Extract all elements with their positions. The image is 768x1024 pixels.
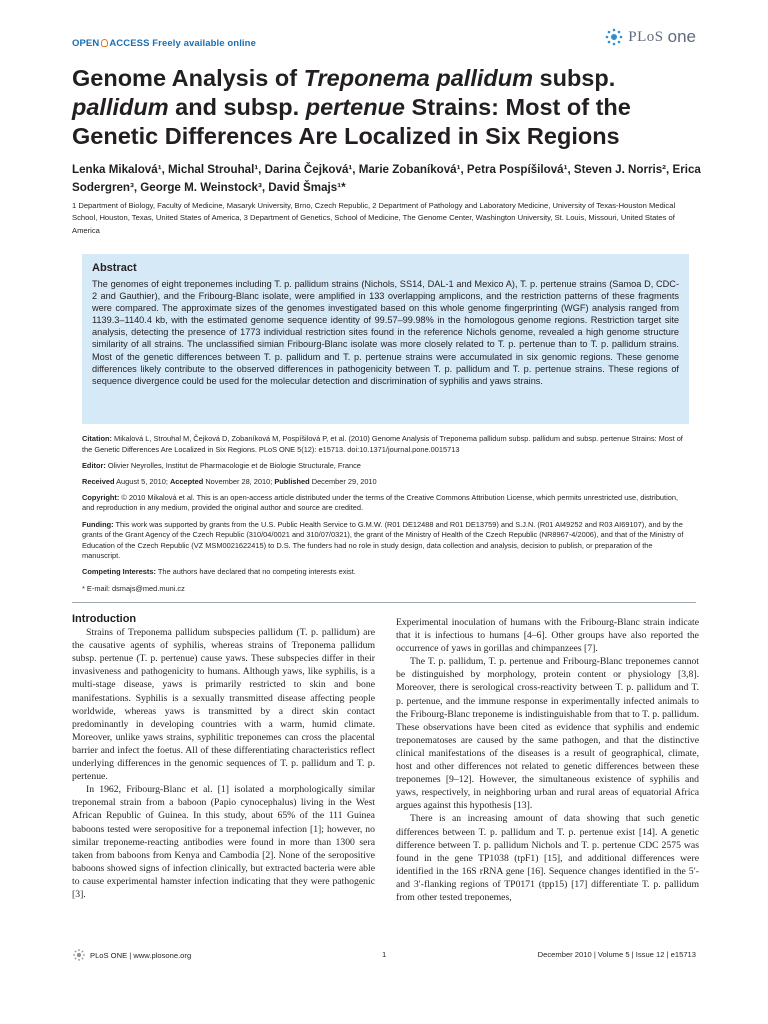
introduction-heading: Introduction [72,613,137,625]
freely-available-label: Freely available online [152,38,256,49]
body-paragraph: There is an increasing amount of data showing that such genetic differences between T. p. pallidum and T. p. pertenue exist [14]. A genetic difference between T. p. pallidum Nichols and T. p. pertenue CDC 2575 was found in the gene TP1038 (tpF1) [15], and additional differences were identified in the 16S rRNA gene [16]. Sequence changes identified in the 5′- and 3′-flanking regions of TP0171 (tpp15) [17] differentiate T. p. pallidum from other tested treponemes, [396,813,699,903]
author-list: Lenka Mikalová¹, Michal Strouhal¹, Darina Čejková¹, Marie Zobaníková¹, Petra Pospíšilová¹, Steven J. Norris², Erica Sodergren³, George M. Weinstock³, David Šmajs¹* [72,163,701,194]
section-divider [72,602,696,603]
competing-interests-line: Competing Interests: The authors have declared that no competing interests exist. [82,567,356,577]
body-paragraph: In 1962, Fribourg-Blanc et al. [1] isolated a morphologically similar treponemal strain from a baboon (Papio cynocephalus) living in the West African Republic of Guinea. In this study, about 65% of the 111 Guinea baboons tested were seropositive for a treponemal infection [1]; however, no similar treponeme-reacting antibodies were found in more than 1300 sera taken from baboons from Kenya and Cambodia [2]. None of the seropositive baboons showed signs of infection clinically, but extracted bacteria were able to cause experimental hamster infection indicating that they were pathogenic [3]. [72,784,375,900]
plos-wordmark: PLoS [628,28,664,45]
abstract-text: The genomes of eight treponemes including T. p. pallidum strains (Nichols, SS14, DAL-1 and Mexico A), T. p. pertenue strains (Samoa D, CDC-2 and Gauthier), and the Fribourg-Blanc isolate, were amplified in 133 overlapping amplicons, and the restriction patterns of these fragments were compared. The approximate sizes of the genomes investigated based on this whole genome fingerprinting (WGF) analysis ranged from 1139.3–1140.4 kb, with the estimated genome sequence identity of 99.57–99.98% in the homologous genome regions. Restriction target site analysis, detecting the presence of 1773 individual restriction sites found in the reference Nichols genome, revealed a high genome structure similarity of all strains. The unclassified simian Fribourg-Blanc isolate was more closely related to T. p. pertenue than to T. p. pallidum strains. Most of the genetic differences between T. p. pallidum and T. p. pertenue strains were accumulated in six genomic regions. These genome differences likely contribute to the observed differences in pathogenicity between T. p. pallidum and T. p. pertenue strains. These regions of sequence divergence could be used for the molecular detection and discrimination of syphilis and yaws strains. [92,279,679,386]
footer-journal-link[interactable]: PLoS ONE | www.plosone.org [90,950,192,960]
abstract-heading: Abstract [92,262,137,274]
open-access-lock-icon [101,39,108,47]
one-wordmark: one [667,27,696,46]
funding-line: Funding: This work was supported by grants from the U.S. Public Health Service to G.M.W. (R01 DE12488 and R01 DE13759) and S.J.N. (R01 AI49252 and R03 AI69107), and by the grants of the Grant Agency of the Czech Republic (310/04/0021 and 310/07/0321), the grant of the Ministry of Health of the Czech Republic (NR8967-4/2006), and that of the Ministry of Education of the Czech Republic (VZ MSM0021622415) to D.S. The funders had no role in study design, data collection and analysis, decision to publish, or preparation of the manuscript. [82,519,684,561]
open-access-banner [72,38,256,49]
editor-line: Editor: Olivier Neyrolles, Institut de Pharmacologie et de Biologie Structurale, France [82,460,361,470]
dates-line: Received August 5, 2010; Accepted November 28, 2010; Published December 29, 2010 [82,476,377,486]
page-footer [72,944,696,964]
body-column-left [72,613,375,901]
body-column-right [396,616,699,904]
affiliations: 1 Department of Biology, Faculty of Medicine, Masaryk University, Brno, Czech Republic, 2 Department of Pathology and Laboratory Medicine, University of Texas-Houston Medical School, Houston, Texas, United States of America, 3 Department of Genetics, School of Medicine, The Genome Center, Washington University, St. Louis, Missouri, United States of America [72,201,676,235]
footer-journal [72,948,191,962]
email-line[interactable]: * E-mail: dsmajs@med.muni.cz [82,583,185,593]
plos-logo-icon [604,27,624,47]
citation-line: Citation: Mikalová L, Strouhal M, Čejková D, Zobaníková M, Pospíšilová P, et al. (2010) Genome Analysis of Treponema pallidum subsp. pallidum and subsp. pertenue Strains: Most of the Genetic Differences Are Localized in Six Regions. PLoS ONE 5(12): e15713. doi:10.1371/journal.pone.0015713 [82,434,683,454]
footer-issue-info: December 2010 | Volume 5 | Issue 12 | e15713 [537,950,696,959]
article-metadata [82,434,689,600]
page-number: 1 [382,950,387,959]
body-paragraph: Strains of Treponema pallidum subspecies pallidum (T. p. pallidum) are the causative agents of syphilis, whereas strains of Treponema pallidum subsp. pertenue (T. p. pertenue) cause yaws. These subspecies differ in their invasiveness and pathogenicity to humans. Although yaws, like syphilis, is a multi-stage disease, yaws is primarily restricted to skin and bone manifestations. Syphilis is a sexually transmitted disease affecting people worldwide, whereas yaws is transmitted by a direct skin contact predominantly in developing countries with a warm, humid climate. Moreover, unlike yaws strains, syphilitic treponemes can cross the placental barrier and infect the foetus. All of these differentiating characteristics reflect underlying differences in the genomic sequences of T. p. pallidum and T. p. pertenue. [72,627,375,783]
article-title: Genome Analysis of Treponema pallidum subsp. pallidum and subsp. pertenue Strains: Most of the Genetic Differences Are Localized in Six Regions [72,65,631,149]
journal-header [72,27,696,58]
body-paragraph: The T. p. pallidum, T. p. pertenue and Fribourg-Blanc treponemes cannot be distinguished by morphology, protein content or physiology [3,8]. Moreover, there is serological cross-reactivity between T. p. pallidum and T. p. pertenue, and the immune response in experimentally infected animals to the Fribourg-Blanc treponeme is indistinguishable from that to T. p. pallidum. These observations have been cited as evidence that syphilis and endemic treponematoses are caused by the same pathogen, and that the distinctive clinical manifestations of the diseases is a result of geographical, climate, host and other differences not related to genetic differences between these treponemes [9–12]. However, the simultaneous existence of syphilis and yaws, respectively, in neighboring urban and rural areas of equatorial Africa argues against this hypothesis [13]. [396,656,699,812]
plos-one-logo [604,26,696,48]
open-label: OPEN [72,38,100,49]
abstract-box [82,254,689,424]
plos-logo-icon [72,948,86,962]
body-paragraph: Experimental inoculation of humans with the Fribourg-Blanc strain indicate that it is infectious to humans [4–6]. Other groups have also reported the occurrence of yaws in gorillas and chimpanzees [7]. [396,617,699,655]
access-label: ACCESS [109,38,150,49]
copyright-line: Copyright: © 2010 Mikalová et al. This is an open-access article distributed under the terms of the Creative Commons Attribution License, which permits unrestricted use, distribution, and reproduction in any medium, provided the original author and source are credited. [82,492,679,513]
